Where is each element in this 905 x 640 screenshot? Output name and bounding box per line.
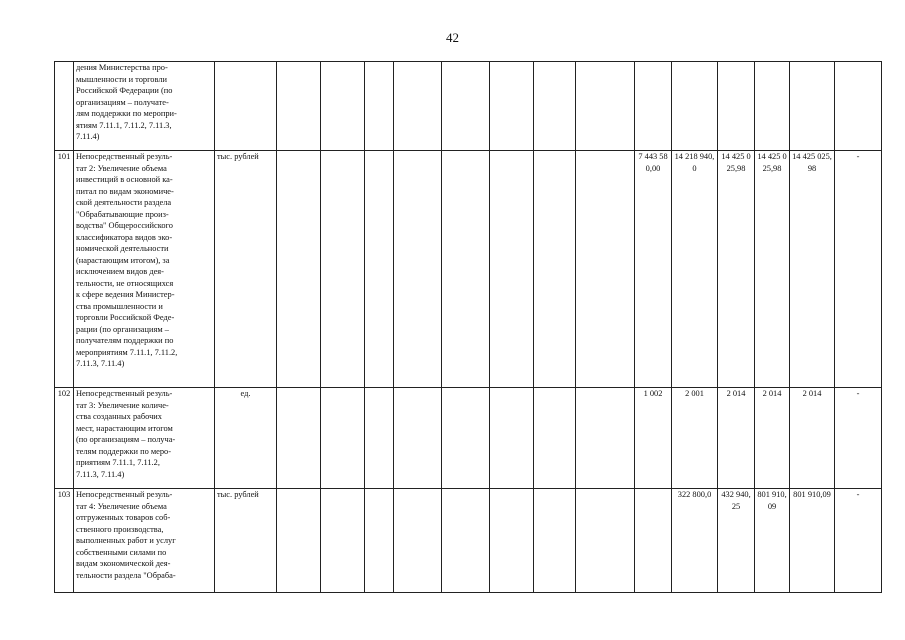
- unit-cell: ед.: [215, 388, 277, 489]
- value-cell: 322 800,0: [672, 489, 718, 593]
- indicator-name-line: классификатора видов эко-: [76, 232, 173, 242]
- empty-cell: [365, 388, 394, 489]
- indicator-name-line: "Обрабатывающие произ-: [76, 209, 169, 219]
- empty-cell: [321, 489, 365, 593]
- table-row: [55, 151, 882, 388]
- unit-cell: тыс. рублей: [215, 151, 277, 388]
- empty-cell: [394, 151, 442, 388]
- value-cell: [790, 62, 835, 151]
- indicator-name: [74, 151, 215, 388]
- indicator-name-line: ятиям 7.11.1, 7.11.2, 7.11.3,: [76, 120, 172, 130]
- value-cell: [755, 62, 790, 151]
- indicator-name-line: 7.11.3, 7.11.4): [76, 469, 125, 479]
- table-row: [55, 62, 882, 151]
- indicator-name-line: (по организациям – получа-: [76, 435, 176, 444]
- empty-cell: [576, 151, 635, 388]
- empty-cell: [490, 388, 534, 489]
- indicator-name-line: телям поддержки по меро-: [76, 446, 172, 456]
- empty-cell: [490, 62, 534, 151]
- indicator-name-line: дения Министерства про-: [76, 63, 168, 72]
- indicator-name-line: торговли Российской Феде-: [76, 313, 175, 322]
- indicator-name-line: мышленности и торговли: [76, 74, 168, 84]
- indicator-name-line: тельности, не относящихся: [76, 278, 174, 288]
- table-row: [55, 388, 882, 489]
- indicator-name-line: тельности раздела "Обраба-: [76, 570, 176, 580]
- row-number: [55, 62, 74, 151]
- indicator-name-line: собственными силами по: [76, 547, 167, 557]
- indicator-name-line: Российской Федерации (по: [76, 86, 173, 95]
- empty-cell: [534, 489, 576, 593]
- indicator-name-line: тат 2: Увеличение объема: [76, 163, 167, 173]
- indicator-name-line: выполненных работ и услуг: [76, 536, 176, 545]
- indicator-name: [74, 388, 215, 489]
- indicator-name-line: к сфере ведения Министер-: [76, 290, 175, 299]
- empty-cell: [277, 388, 321, 489]
- indicator-name-line: Непосредственный резуль-: [76, 490, 173, 499]
- value-cell: 801 910,09: [790, 489, 835, 593]
- empty-cell: [576, 388, 635, 489]
- value-cell: 432 940,25: [718, 489, 755, 593]
- empty-cell: [277, 489, 321, 593]
- value-cell: [672, 62, 718, 151]
- indicator-name-line: водства" Общероссийского: [76, 221, 173, 230]
- indicator-name: [74, 62, 215, 151]
- indicator-name-line: инвестиций в основной ка-: [76, 175, 173, 184]
- empty-cell: [365, 62, 394, 151]
- page-number: 42: [446, 30, 459, 45]
- note-cell: -: [835, 489, 882, 593]
- empty-cell: [442, 489, 490, 593]
- indicator-name-line: ства созданных рабочих: [76, 412, 162, 421]
- value-cell: 14 218 940,0: [672, 151, 718, 388]
- note-cell: -: [835, 388, 882, 489]
- value-cell: [635, 62, 672, 151]
- empty-cell: [321, 62, 365, 151]
- value-cell: 2 014: [755, 388, 790, 489]
- indicator-name-line: 7.11.3, 7.11.4): [76, 359, 125, 368]
- indicator-name-line: ства промышленности и: [76, 301, 163, 311]
- empty-cell: [365, 489, 394, 593]
- empty-cell: [394, 388, 442, 489]
- empty-cell: [576, 62, 635, 151]
- value-cell: [635, 489, 672, 593]
- row-number: 102: [55, 388, 74, 489]
- indicators-table: [54, 61, 882, 593]
- empty-cell: [442, 62, 490, 151]
- empty-cell: [394, 489, 442, 593]
- indicator-name-line: ской деятельности раздела: [76, 198, 172, 207]
- empty-cell: [442, 388, 490, 489]
- indicator-name-line: организациям – получате-: [76, 97, 169, 107]
- unit-cell: тыс. рублей: [215, 489, 277, 593]
- indicator-name-line: Непосредственный резуль-: [76, 152, 173, 161]
- empty-cell: [277, 62, 321, 151]
- indicator-name-line: тат 4: Увеличение объема: [76, 501, 167, 511]
- value-cell: 2 014: [718, 388, 755, 489]
- indicator-name-line: Непосредственный резуль-: [76, 389, 173, 398]
- indicator-name-line: отгруженных товаров соб-: [76, 513, 171, 522]
- indicator-name-line: ственного производства,: [76, 524, 164, 534]
- value-cell: 7 443 580,00: [635, 151, 672, 388]
- indicator-name-line: исключением видов дея-: [76, 267, 164, 276]
- indicator-name-line: номической деятельности: [76, 244, 169, 253]
- indicator-name-line: тат 3: Увеличение количе-: [76, 400, 169, 410]
- indicator-name-line: (нарастающим итогом), за: [76, 255, 170, 265]
- indicator-name-line: рации (по организациям –: [76, 324, 169, 334]
- note-cell: [835, 62, 882, 151]
- indicator-name-line: питал по видам экономиче-: [76, 186, 174, 196]
- empty-cell: [534, 151, 576, 388]
- empty-cell: [576, 489, 635, 593]
- value-cell: 2 001: [672, 388, 718, 489]
- note-cell: -: [835, 151, 882, 388]
- empty-cell: [277, 151, 321, 388]
- value-cell: 14 425 025,98: [718, 151, 755, 388]
- indicator-name-line: 7.11.4): [76, 132, 100, 141]
- empty-cell: [321, 151, 365, 388]
- row-number: 103: [55, 489, 74, 593]
- indicator-name-line: видам экономической дея-: [76, 559, 171, 568]
- indicator-name-line: мероприятиям 7.11.1, 7.11.2,: [76, 347, 178, 357]
- empty-cell: [321, 388, 365, 489]
- value-cell: 14 425 025,98: [755, 151, 790, 388]
- empty-cell: [394, 62, 442, 151]
- value-cell: 1 002: [635, 388, 672, 489]
- value-cell: 14 425 025,98: [790, 151, 835, 388]
- value-cell: 2 014: [790, 388, 835, 489]
- indicator-name: [74, 489, 215, 593]
- indicator-name-line: приятиям 7.11.1, 7.11.2,: [76, 458, 160, 467]
- table-row: [55, 489, 882, 593]
- row-number: 101: [55, 151, 74, 388]
- indicator-name-line: мест, нарастающим итогом: [76, 423, 173, 433]
- empty-cell: [490, 151, 534, 388]
- indicator-name-line: получателям поддержки по: [76, 336, 174, 345]
- indicator-name-line: лям поддержки по меропри-: [76, 109, 177, 118]
- value-cell: [718, 62, 755, 151]
- empty-cell: [490, 489, 534, 593]
- empty-cell: [534, 62, 576, 151]
- value-cell: 801 910,09: [755, 489, 790, 593]
- empty-cell: [534, 388, 576, 489]
- empty-cell: [365, 151, 394, 388]
- unit-cell: [215, 62, 277, 151]
- empty-cell: [442, 151, 490, 388]
